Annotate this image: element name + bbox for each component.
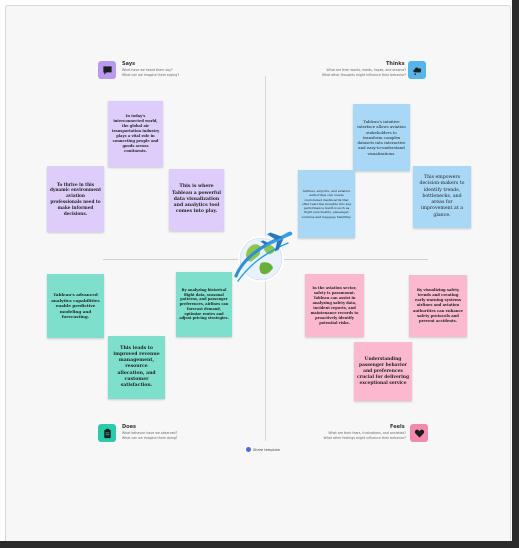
sticky-note-thinks-1[interactable]: Tableau's intuitive interface allows aviation stakeholders to transform complex datasets into interactive and easy-to-understand visualizations. (353, 104, 410, 171)
thinks-question-1: What are their wants, needs, hopes, and dreams? (326, 68, 406, 72)
sticky-note-does-2[interactable]: By analyzing historical flight data, seasonal patterns, and passenger preferences, airlines can forecast demand, optimize routes and adjust pricing strategies. (176, 272, 232, 337)
share-template-label: Share template (253, 447, 281, 452)
sticky-note-says-3[interactable]: This is where Tableau a powerful data visualization and analytics tool comes into play. (169, 169, 224, 231)
clipboard-icon (98, 424, 116, 442)
sticky-note-feels-2[interactable]: By visualizing safety trends and creating early warning systems airlines and aviation authorities can enhance safety protocols and prevent accidents. (409, 275, 467, 337)
speech-bubble-icon (98, 61, 116, 79)
feels-title: Feels (390, 424, 405, 430)
does-question-2: What can we imagine them doing? (122, 435, 178, 440)
says-question-1: What have we heard them say? (122, 68, 173, 72)
sticky-note-thinks-3[interactable]: This empowers decision-makers to identify trends, bottlenecks, and areas for improvement at a glance. (413, 166, 471, 228)
says-question-2: What can we imagine them saying? (122, 72, 180, 77)
heart-icon (410, 424, 428, 442)
says-title: Says (122, 61, 136, 67)
horizontal-scrollbar[interactable] (0, 541, 512, 548)
feels-question-2: What other feelings might influence their behavior? (323, 435, 406, 440)
sticky-note-says-2[interactable]: To thrive in this dynamic environment aviation professionals need to make informed decisions. (47, 166, 104, 232)
vertical-scrollbar[interactable] (512, 0, 519, 548)
sticky-note-feels-1[interactable]: In the aviation sector, safety is paramount. Tableau can assist in analyzing safety data, incident reports, and maintenance records to proactively identify potential risks. (305, 274, 364, 337)
sticky-note-thinks-2[interactable]: Airlines, airports, and aviation authorities can create customized dashboards that offer real-time insights into key performance metrics such as flight punctuality, passenger volumes and baggage handling. (298, 170, 355, 238)
share-template-link[interactable] (246, 447, 280, 452)
sticky-note-says-1[interactable]: In today's interconnected world, the global air transportation industry plays a vital role in connecting people and goods across continents. (108, 101, 163, 167)
does-title: Does (122, 424, 136, 430)
share-logo-icon (246, 447, 251, 452)
thought-cloud-icon (408, 61, 426, 79)
does-question-1: What behavior have we observed? (122, 431, 178, 435)
globe-airplane-illustration (228, 221, 298, 291)
sticky-note-does-3[interactable]: This leads to improved revenue management, resource allocation, and customer satisfaction. (108, 336, 165, 399)
feels-question-1: What are their fears, frustrations, and anxieties? (328, 431, 406, 435)
sticky-note-does-1[interactable]: Tableau's advanced analytics capabilities enable predictive modeling and forecasting. (47, 274, 104, 338)
sticky-note-feels-3[interactable]: Understanding passenger behavior and preferences crucial for delivering exceptional service (354, 342, 412, 401)
empathy-map-board (5, 5, 511, 543)
thinks-question-2: What other thoughts might influence their behavior? (321, 72, 406, 77)
thinks-title: Thinks (386, 61, 405, 67)
